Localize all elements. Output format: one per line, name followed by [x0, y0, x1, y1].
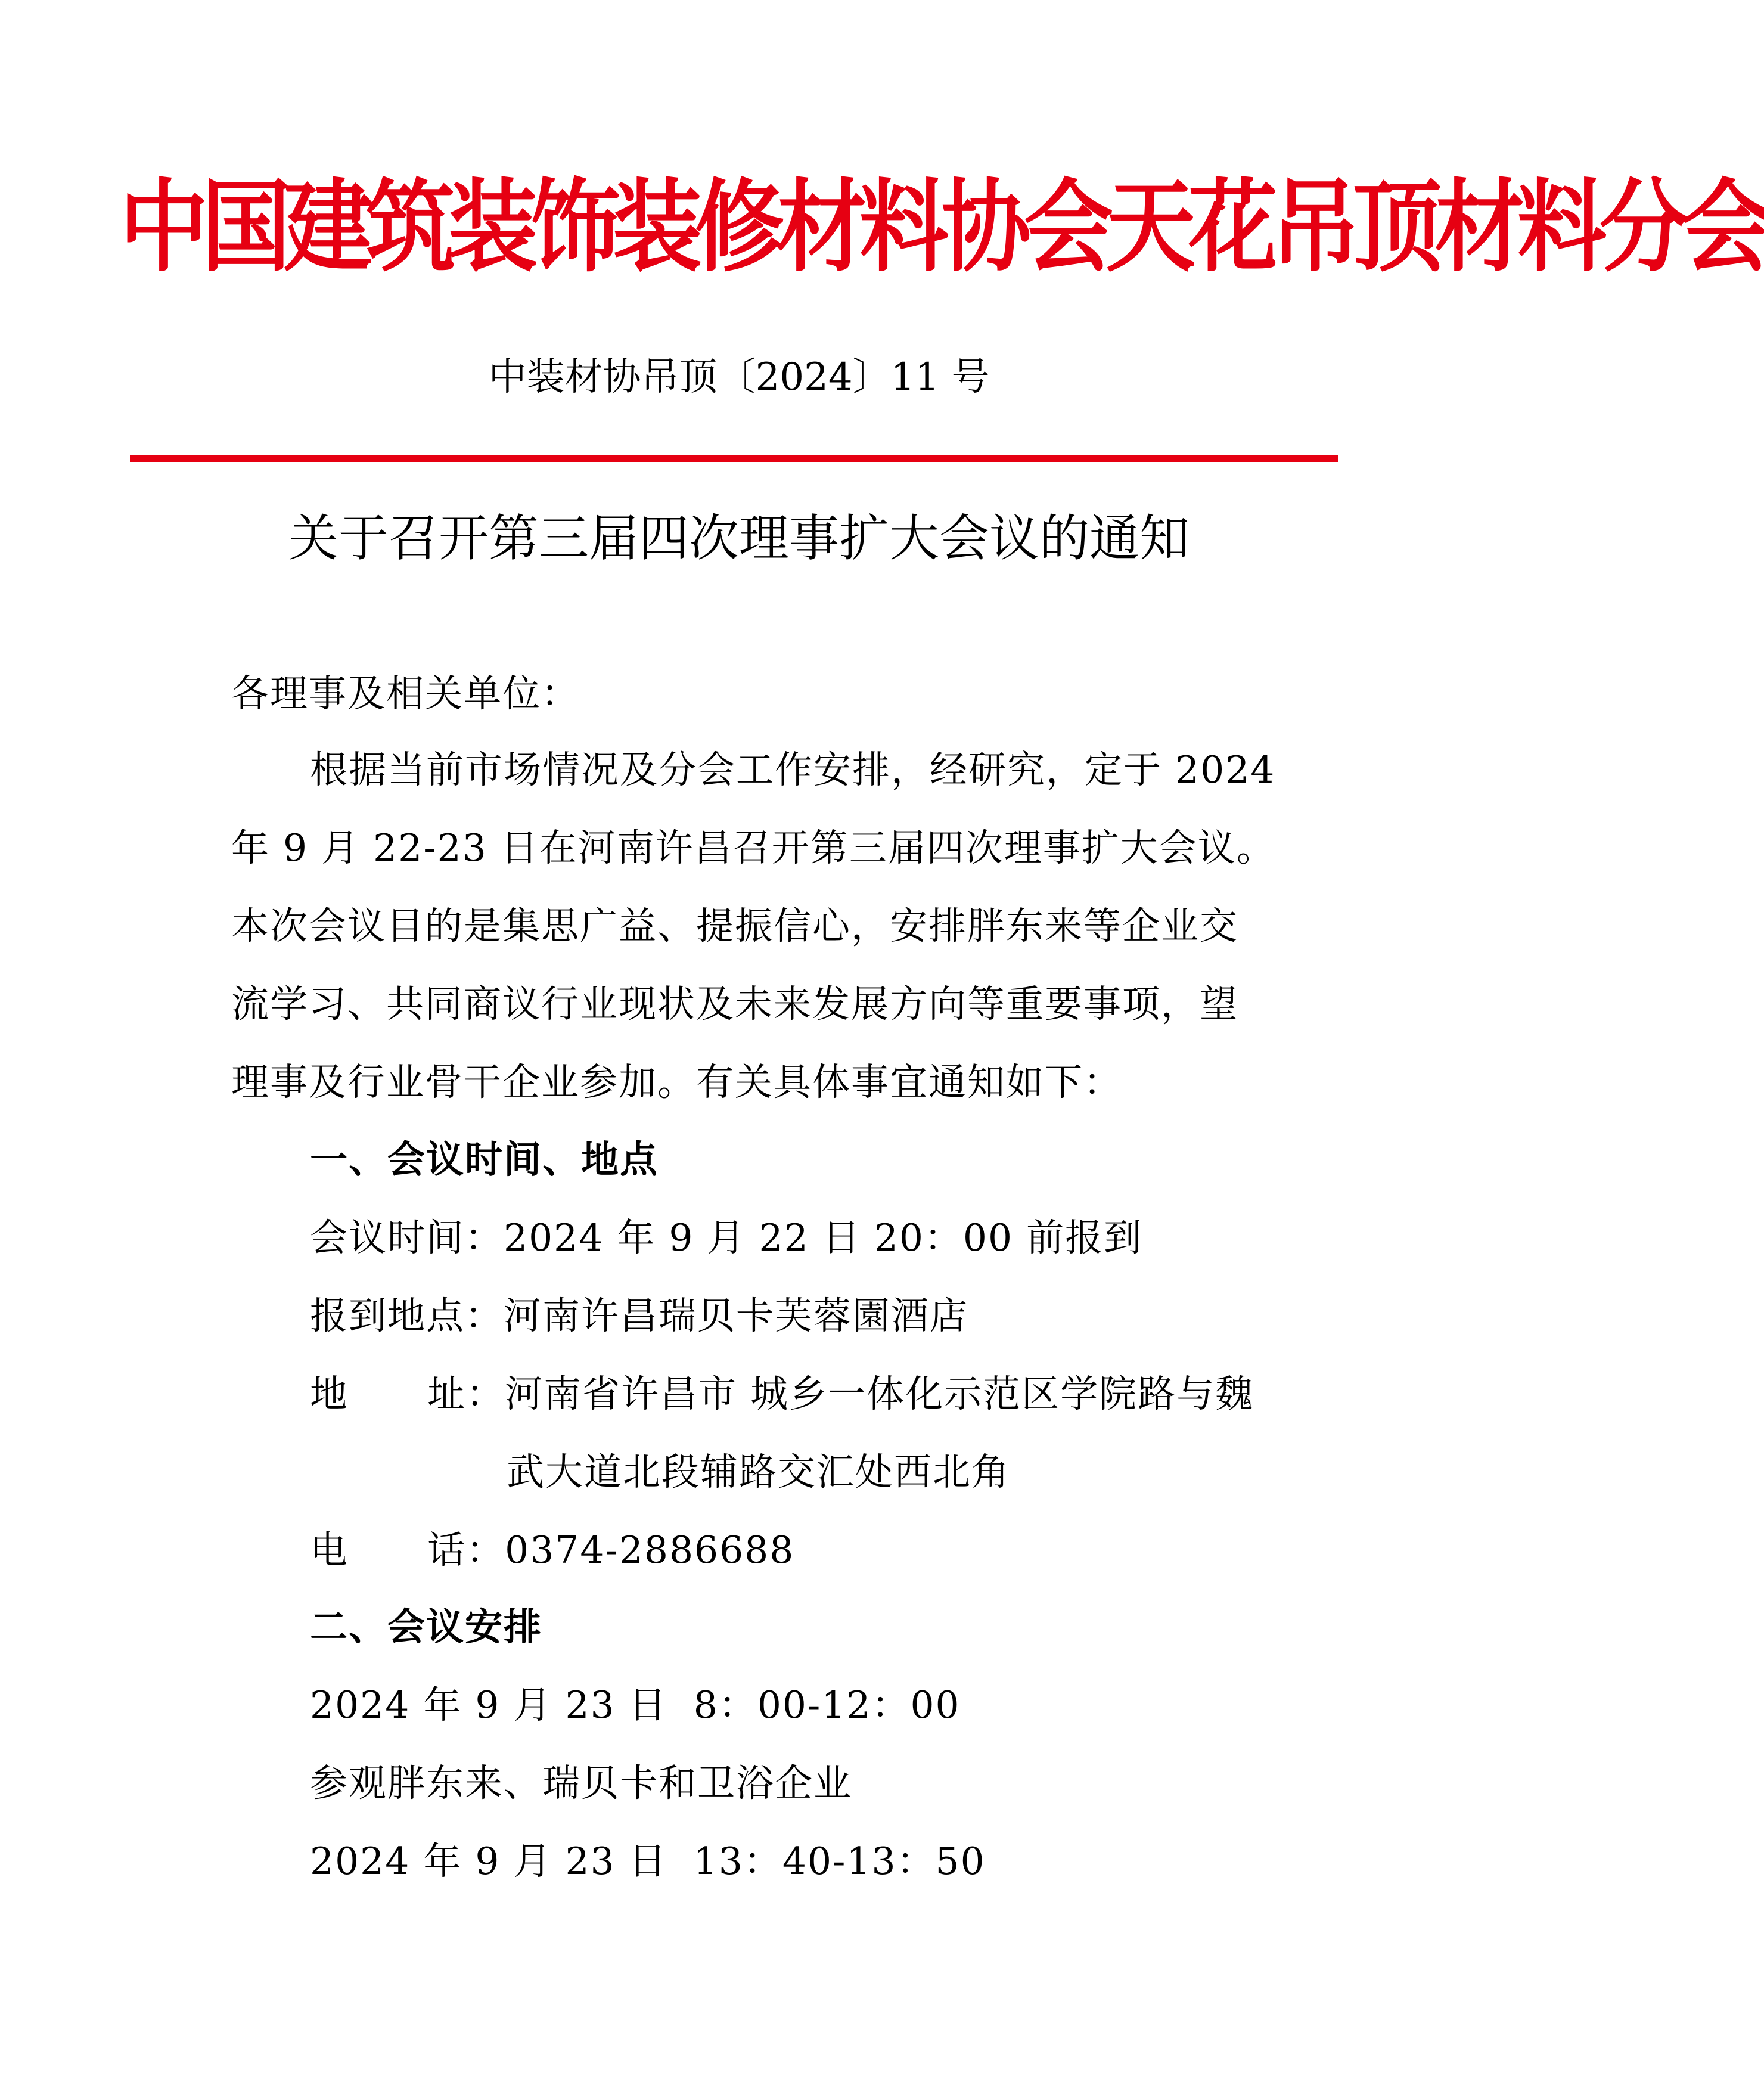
schedule-item: 2024 年 9 月 23 日 13：40-13：50	[310, 1839, 986, 1883]
address-line2: 武大道北段辅路交汇处西北角	[507, 1450, 1010, 1494]
document-number: 中装材协吊顶〔2024〕11 号	[488, 355, 990, 399]
checkin-location: 报到地点：河南许昌瑞贝卡芙蓉園酒店	[310, 1294, 968, 1338]
greeting-block	[231, 654, 1268, 733]
intro-line: 根据当前市场情况及分会工作安排，经研究，定于 2024	[310, 748, 1276, 792]
red-divider-line	[130, 455, 1338, 462]
section1-heading: 一、会议时间、地点	[310, 1137, 659, 1181]
section2-heading: 二、会议安排	[310, 1605, 542, 1649]
intro-line: 本次会议目的是集思广益、提振信心，安排胖东来等企业交	[231, 904, 1238, 948]
masthead-title: 中国建筑装饰装修材料协会天花吊顶材料分会	[119, 169, 1764, 286]
section-meeting-time-place	[231, 1121, 1268, 1589]
meeting-time: 会议时间：2024 年 9 月 22 日 20：00 前报到	[310, 1216, 1143, 1259]
greeting: 各理事及相关单位：	[231, 672, 580, 715]
intro-line: 年 9 月 22-23 日在河南许昌召开第三届四次理事扩大会议。	[231, 826, 1275, 870]
schedule-item: 2024 年 9 月 23 日 8：00-12：00	[310, 1683, 961, 1727]
phone-row	[231, 1511, 1268, 1589]
intro-paragraph	[231, 731, 1276, 1121]
intro-line: 理事及行业骨干企业参加。有关具体事宜通知如下：	[231, 1060, 1122, 1104]
address-label: 地 址：	[310, 1372, 505, 1416]
intro-line: 流学习、共同商议行业现状及未来发展方向等重要事项，望	[231, 982, 1238, 1026]
address-row	[231, 1355, 1268, 1433]
phone-number: 0374-2886688	[505, 1528, 795, 1572]
notice-title: 关于召开第三届四次理事扩大会议的通知	[288, 509, 1190, 567]
schedule-item: 参观胖东来、瑞贝卡和卫浴企业	[310, 1761, 852, 1805]
section-meeting-schedule	[231, 1588, 1268, 1900]
address-line1: 河南省许昌市 城乡一体化示范区学院路与魏	[505, 1372, 1254, 1416]
phone-label: 电 话：	[310, 1528, 505, 1572]
